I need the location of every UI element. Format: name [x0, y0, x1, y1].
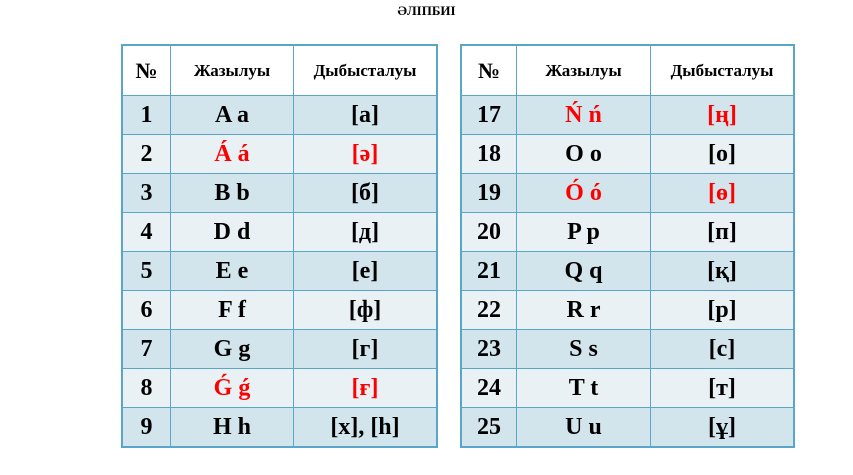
row-number: 17 [461, 96, 517, 135]
row-letter: B b [171, 174, 294, 213]
row-number: 1 [122, 96, 171, 135]
row-sound: [ә] [294, 135, 438, 174]
table-row [461, 135, 794, 174]
row-sound: [г] [294, 330, 438, 369]
row-sound: [ұ] [651, 408, 795, 448]
row-letter: Q q [517, 252, 651, 291]
row-number: 21 [461, 252, 517, 291]
row-letter: G g [171, 330, 294, 369]
row-number: 2 [122, 135, 171, 174]
row-sound: [а] [294, 96, 438, 135]
row-letter: Ǵ ǵ [171, 369, 294, 408]
table-header-row [122, 45, 437, 96]
table-row [122, 291, 437, 330]
alphabet-table-left [121, 44, 438, 448]
table-row [122, 252, 437, 291]
row-number: 19 [461, 174, 517, 213]
table-row [122, 330, 437, 369]
table-row [461, 96, 794, 135]
table-row [122, 174, 437, 213]
row-number: 23 [461, 330, 517, 369]
table-row [461, 213, 794, 252]
row-letter: E e [171, 252, 294, 291]
row-letter: P p [517, 213, 651, 252]
row-number: 6 [122, 291, 171, 330]
row-letter: H h [171, 408, 294, 448]
table-row [461, 330, 794, 369]
row-letter: A a [171, 96, 294, 135]
row-letter: R r [517, 291, 651, 330]
header-writing: Жазылуы [517, 45, 651, 96]
row-number: 9 [122, 408, 171, 448]
row-number: 4 [122, 213, 171, 252]
table-row [461, 291, 794, 330]
page-title: ӘЛІПБИІ [397, 3, 456, 18]
table-row [461, 252, 794, 291]
table-row [461, 408, 794, 448]
row-number: 25 [461, 408, 517, 448]
header-pronunciation: Дыбысталуы [294, 45, 438, 96]
row-letter: F f [171, 291, 294, 330]
table-row [122, 96, 437, 135]
row-sound: [ғ] [294, 369, 438, 408]
row-sound: [ө] [651, 174, 795, 213]
table-row [122, 213, 437, 252]
row-sound: [о] [651, 135, 795, 174]
row-number: 24 [461, 369, 517, 408]
row-letter: O o [517, 135, 651, 174]
row-sound: [с] [651, 330, 795, 369]
row-number: 8 [122, 369, 171, 408]
table-row [122, 135, 437, 174]
row-letter: S s [517, 330, 651, 369]
row-number: 18 [461, 135, 517, 174]
row-letter: Á á [171, 135, 294, 174]
row-number: 3 [122, 174, 171, 213]
row-number: 22 [461, 291, 517, 330]
row-sound: [е] [294, 252, 438, 291]
alphabet-table-right [460, 44, 795, 448]
row-number: 7 [122, 330, 171, 369]
row-letter: Ń ń [517, 96, 651, 135]
row-letter: Ó ó [517, 174, 651, 213]
header-number: № [122, 45, 171, 96]
header-writing: Жазылуы [171, 45, 294, 96]
table-row [122, 408, 437, 448]
row-sound: [ң] [651, 96, 795, 135]
table-row [461, 174, 794, 213]
table-header-row [461, 45, 794, 96]
row-letter: U u [517, 408, 651, 448]
row-letter: D d [171, 213, 294, 252]
table-row [122, 369, 437, 408]
table-row [461, 369, 794, 408]
row-sound: [п] [651, 213, 795, 252]
header-number: № [461, 45, 517, 96]
row-sound: [ф] [294, 291, 438, 330]
row-sound: [б] [294, 174, 438, 213]
row-sound: [қ] [651, 252, 795, 291]
row-sound: [д] [294, 213, 438, 252]
header-pronunciation: Дыбысталуы [651, 45, 795, 96]
row-number: 5 [122, 252, 171, 291]
row-number: 20 [461, 213, 517, 252]
row-sound: [т] [651, 369, 795, 408]
row-sound: [х], [h] [294, 408, 438, 448]
row-sound: [р] [651, 291, 795, 330]
row-letter: T t [517, 369, 651, 408]
